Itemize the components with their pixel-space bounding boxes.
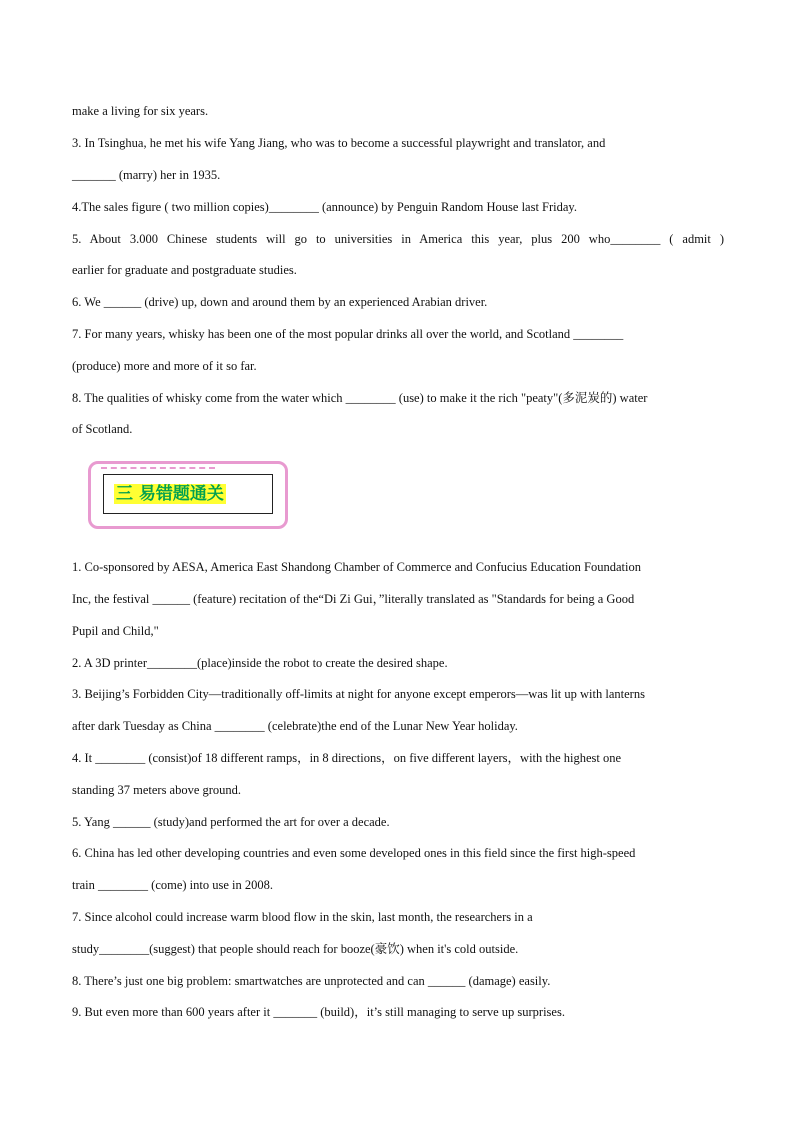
exercise-line: standing 37 meters above ground. <box>72 783 242 797</box>
exercise-line: make a living for six years. <box>72 104 209 118</box>
exercise-line: earlier for graduate and postgraduate studies. <box>72 263 297 277</box>
section-title: 三 易错题通关 <box>116 484 224 504</box>
exercise-line: (produce) more and more of it so far. <box>72 359 257 373</box>
exercise-line: study________(suggest) that people should reach for booze(豪饮) when it's cold outside. <box>72 942 519 956</box>
exercise-line: 5. About 3.000 Chinese students will go to universities in America this year, plus 200 who________ ( admit ) <box>72 232 724 246</box>
exercise-line: 1. Co-sponsored by AESA, America East Shandong Chamber of Commerce and Confucius Education Foundation <box>72 560 642 574</box>
banner-dash-decoration <box>101 467 215 469</box>
exercise-line: 4.The sales figure ( two million copies)________ (announce) by Penguin Random House last Friday. <box>72 200 577 214</box>
exercise-line: 9. But even more than 600 years after it _______ (build)，it’s still managing to serve up surprises. <box>72 1005 565 1019</box>
exercise-line: after dark Tuesday as China ________ (celebrate)the end of the Lunar New Year holiday. <box>72 719 518 733</box>
exercise-line: 6. China has led other developing countries and even some developed ones in this field since the first high-speed <box>72 846 636 860</box>
exercise-line: _______ (marry) her in 1935. <box>72 168 221 182</box>
exercise-line: 4. It ________ (consist)of 18 different ramps，in 8 directions，on five different layers，with the highest one <box>72 751 622 765</box>
exercise-line: Pupil and Child," <box>72 624 159 638</box>
exercise-line: 3. Beijing’s Forbidden City—traditionally off-limits at night for anyone except emperors—was lit up with lanterns <box>72 687 645 701</box>
exercise-line: 6. We ______ (drive) up, down and around them by an experienced Arabian driver. <box>72 295 488 309</box>
exercise-line: train ________ (come) into use in 2008. <box>72 878 274 892</box>
exercise-line: 3. In Tsinghua, he met his wife Yang Jiang, who was to become a successful playwright and translator, and <box>72 136 606 150</box>
exercise-line: Inc, the festival ______ (feature) recitation of the“Di Zi Gui，”literally translated as "Standards for being a Good <box>72 592 635 606</box>
exercise-line: 5. Yang ______ (study)and performed the art for over a decade. <box>72 815 390 829</box>
exercise-line: 7. For many years, whisky has been one of the most popular drinks all over the world, and Scotland ________ <box>72 327 624 341</box>
banner-frame <box>103 474 273 514</box>
exercise-line: 2. A 3D printer________(place)inside the robot to create the desired shape. <box>72 656 448 670</box>
exercise-line: 8. There’s just one big problem: smartwatches are unprotected and can ______ (damage) easily. <box>72 974 551 988</box>
exercise-line: 8. The qualities of whisky come from the water which ________ (use) to make it the rich "peaty"(多泥炭的) water <box>72 391 648 405</box>
section-banner <box>88 461 288 529</box>
exercise-line: 7. Since alcohol could increase warm blood flow in the skin, last month, the researchers in a <box>72 910 533 924</box>
exercise-line: of Scotland. <box>72 422 133 436</box>
